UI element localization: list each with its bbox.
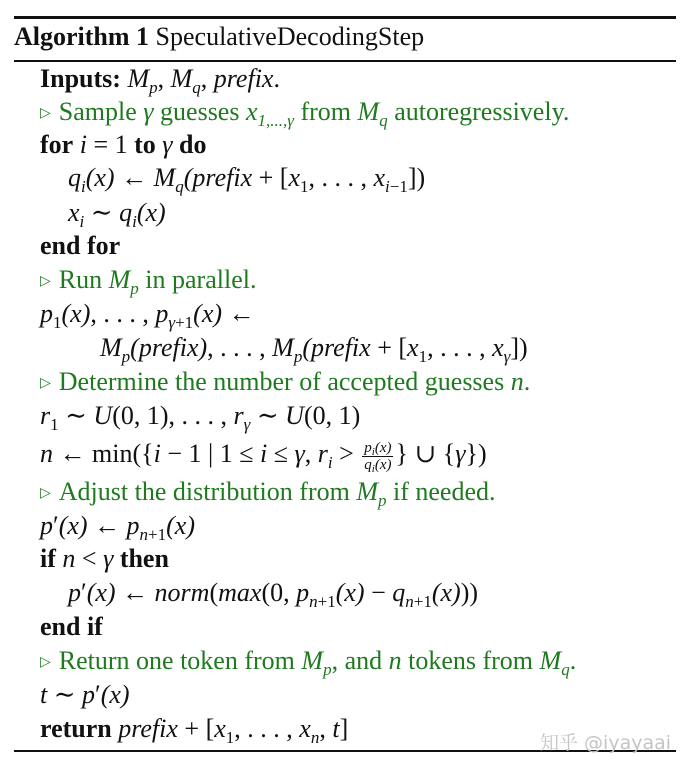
line-r-sample: $r_1$ ∼ U(0, 1), . . . , $r_\gamma$ ∼ U(0, 1) bbox=[40, 401, 361, 434]
triangle-icon: ▷ bbox=[40, 106, 51, 121]
line-p-assign-2: $M_p(prefix)$, . . . , $M_p(prefix + [x_1$, . . . , $x_\gamma$]) bbox=[100, 333, 528, 366]
line-comment-return: ▷ Return one token from $M_p$, and n tokens from $M_q$. bbox=[40, 646, 577, 679]
line-for: for i = 1 to γ do bbox=[40, 130, 207, 159]
line-comment-adjust: ▷ Adjust the distribution from $M_p$ if needed. bbox=[40, 477, 496, 510]
line-p-prime: p′(x) ← $p_{n+1}(x)$ bbox=[40, 511, 195, 544]
triangle-icon: ▷ bbox=[40, 274, 51, 289]
line-t-sample: t ∼ p′(x) bbox=[40, 680, 130, 709]
triangle-icon: ▷ bbox=[40, 655, 51, 670]
algorithm-name: SpeculativeDecodingStep bbox=[155, 22, 425, 51]
line-endfor: end for bbox=[40, 231, 121, 260]
line-n-assign: n ← min({i − 1 | 1 ≤ i ≤ γ, $r_i$ > $\frac{p_i(x)}{q_i(x)}$ } ∪ {γ}) bbox=[40, 439, 487, 475]
line-if: if n < γ then bbox=[40, 544, 169, 573]
line-endif: end if bbox=[40, 612, 103, 641]
line-xi: $x_i$ ∼ $q_i(x)$ bbox=[68, 198, 166, 231]
watermark: 知乎 @iyayaai bbox=[540, 732, 672, 754]
line-return: return prefix + [$x_1$, . . . , $x_n$, t] bbox=[40, 714, 349, 747]
triangle-icon: ▷ bbox=[40, 486, 51, 501]
line-comment-sample: ▷ Sample γ guesses $x_{1,...,\gamma}$ from $M_q$ autoregressively. bbox=[40, 97, 570, 130]
line-inputs: Inputs: $M_p$, $M_q$, prefix. bbox=[40, 64, 280, 97]
top-rule bbox=[14, 16, 676, 19]
line-p-assign-1: $p_1(x)$, . . . , $p_{\gamma+1}(x)$ ← bbox=[40, 299, 255, 332]
triangle-icon: ▷ bbox=[40, 376, 51, 391]
line-qi: $q_i(x)$ ← $M_q(prefix + [x_1$, . . . , $x_{i-1}$]) bbox=[68, 163, 426, 196]
algorithm-title bbox=[14, 22, 424, 52]
algorithm-label: Algorithm 1 bbox=[14, 22, 150, 51]
line-comment-accept: ▷ Determine the number of accepted guesses n. bbox=[40, 367, 531, 396]
line-p-prime-norm: p′(x) ← norm(max(0, $p_{n+1}(x) - q_{n+1}(x)$)) bbox=[68, 578, 479, 611]
line-comment-parallel: ▷ Run $M_p$ in parallel. bbox=[40, 265, 257, 298]
